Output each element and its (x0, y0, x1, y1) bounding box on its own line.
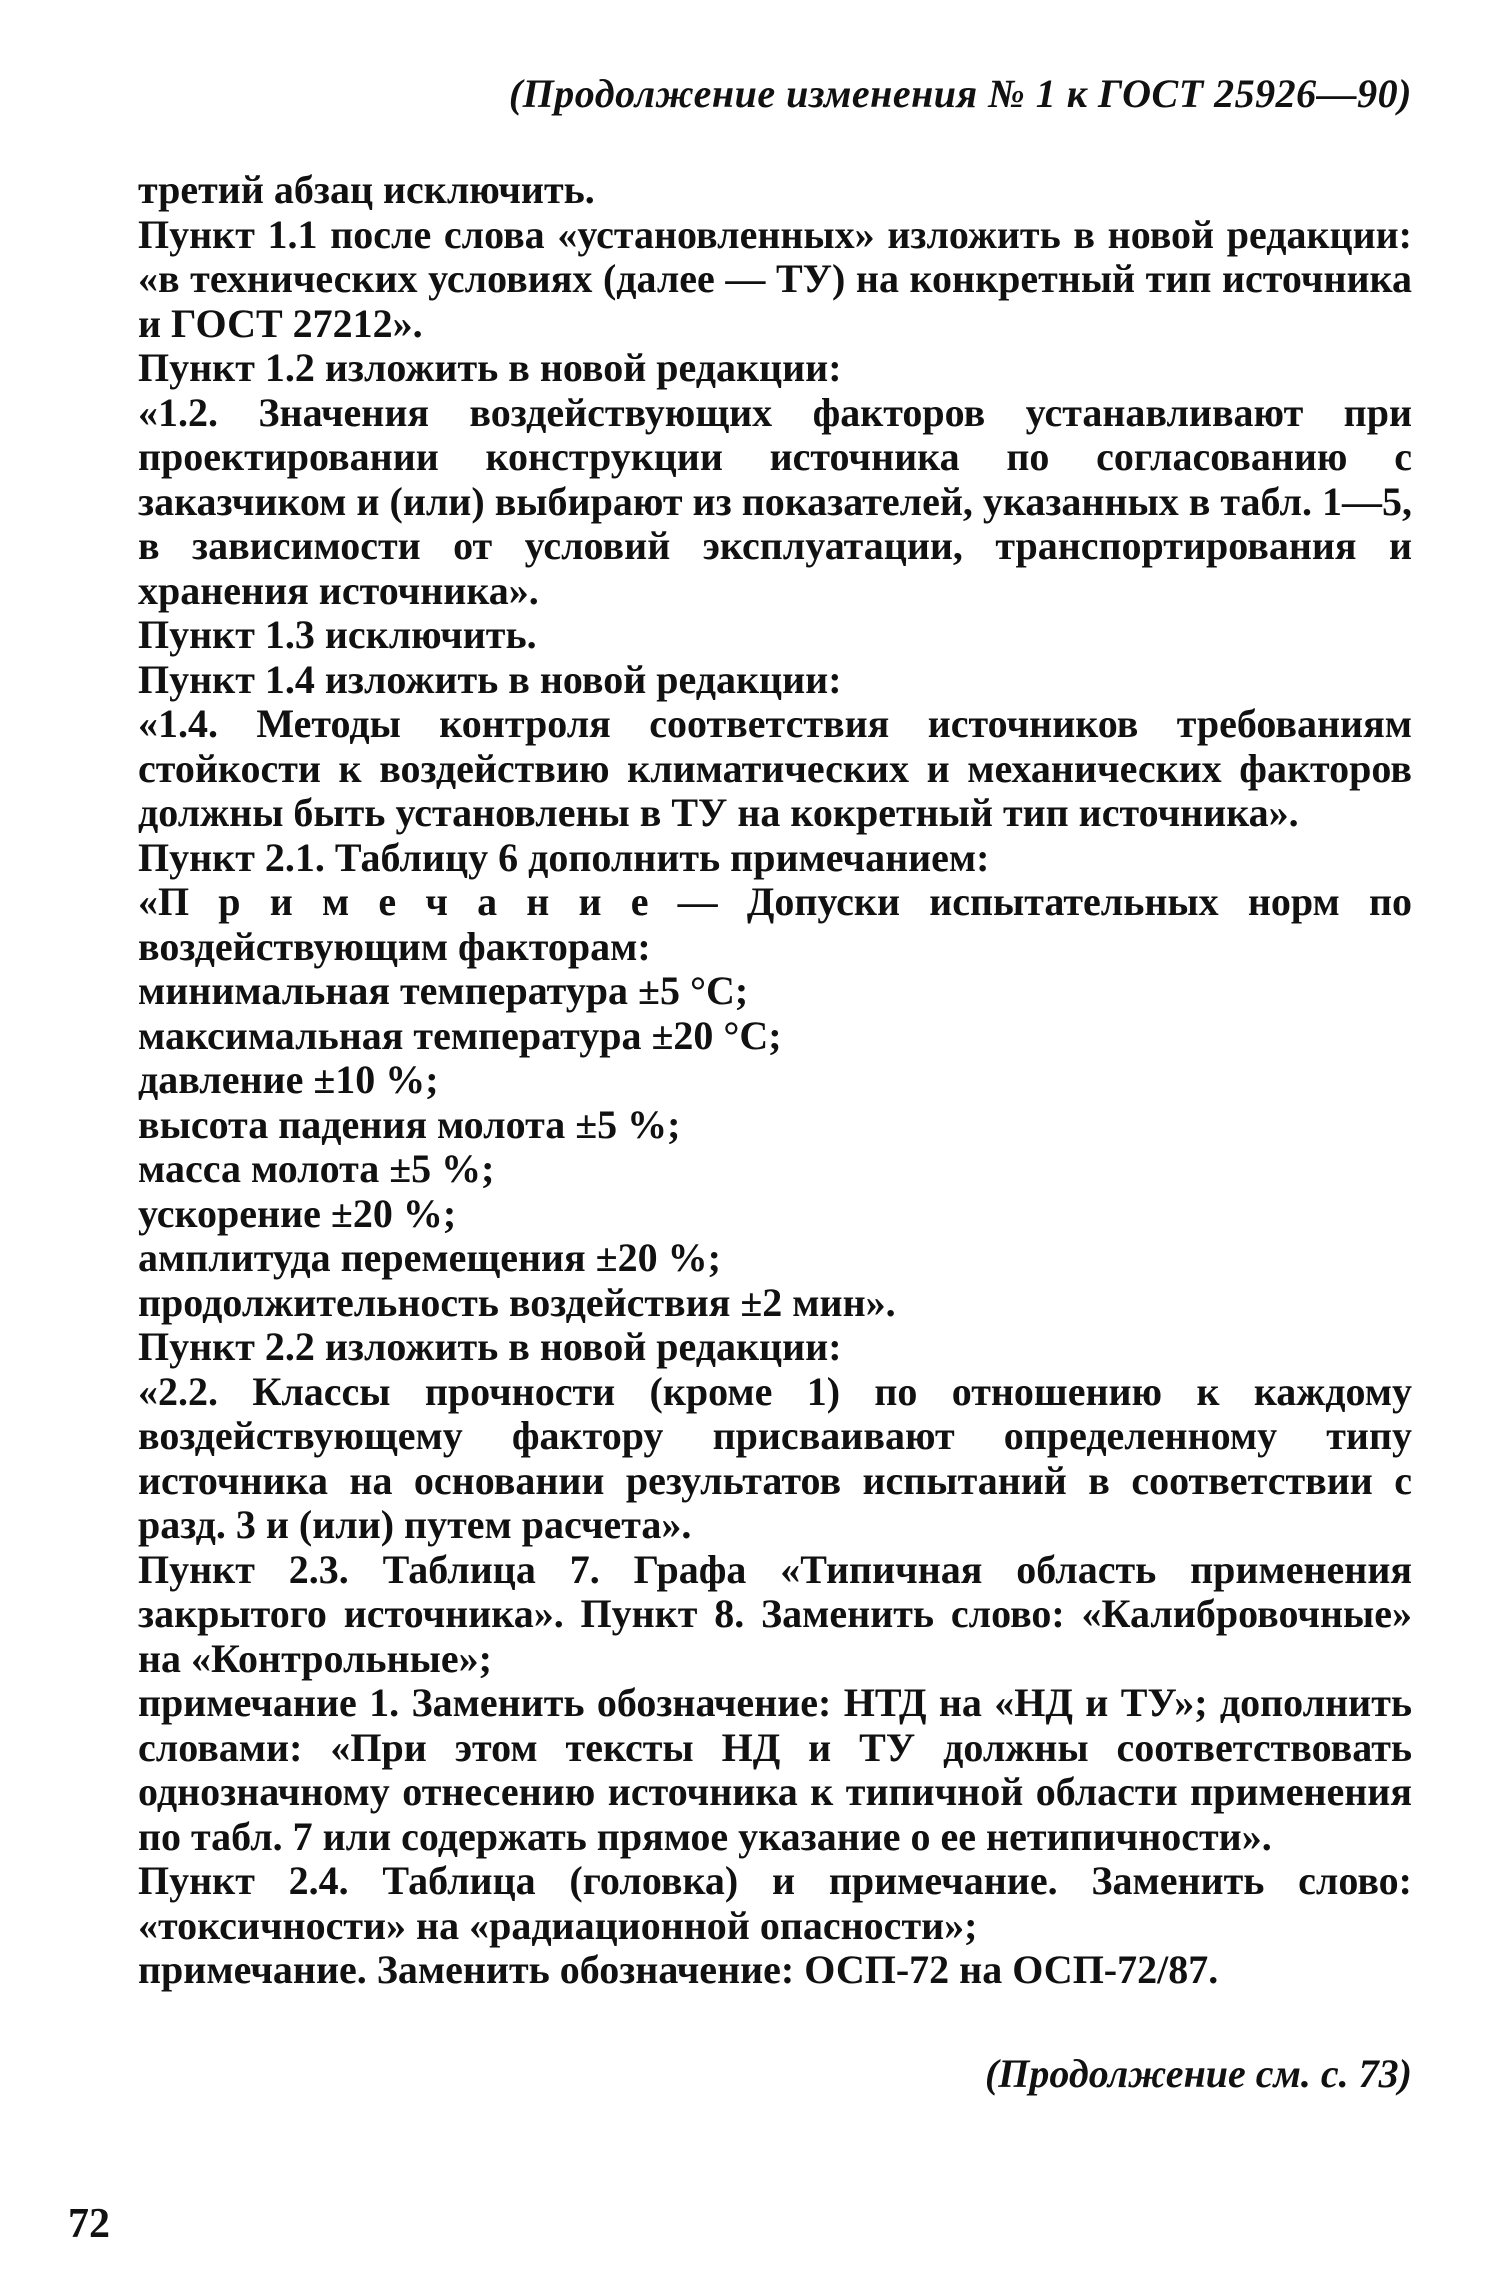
list-item: амплитуда перемещения ±20 %; (138, 1235, 721, 1280)
list-item: высота падения молота ±5 %; (138, 1101, 681, 1147)
continuation-note: (Продолжение см. с. 73) (984, 2051, 1412, 2096)
paragraph-3: «1.2. Значения воздействующих факторов устанавливают при проектировании конструкции источника по согласованию с заказчиком и (или) выбирают из показателей, указанных в табл. 1—5, в зависимости от условий эксплуатации, транспортирования и хранения источника». (138, 389, 1412, 613)
paragraph-10: «2.2. Классы прочности (кроме 1) по отношению к каждому воздействующему фактору присваивают определенному типу источника на основании результатов испытаний в соответствии с разд. 3 и (или) путем расчета». (138, 1368, 1412, 1547)
paragraph-11: Пункт 2.3. Таблица 7. Графа «Типичная область применения закрытого источника». Пункт 8. Заменить слово: «Калибровочные» на «Контрольные»; (138, 1546, 1412, 1681)
paragraph-4: Пункт 1.3 исключить. (138, 612, 537, 657)
list-item: масса молота ±5 %; (138, 1146, 495, 1191)
list-item: ускорение ±20 %; (138, 1190, 457, 1236)
list-item: максимальная температура ±20 °С; (138, 1012, 782, 1058)
paragraph-0: третий абзац исключить. (138, 167, 595, 212)
paragraph-1: Пункт 1.1 после слова «установленных» изложить в новой редакции: «в технических условиях (далее — ТУ) на конкретный тип источника и ГОСТ 27212». (138, 211, 1412, 346)
list-item: давление ±10 %; (138, 1057, 439, 1102)
list-item: минимальная температура ±5 °С; (138, 968, 749, 1013)
paragraph-2: Пункт 1.2 изложить в новой редакции: (138, 345, 842, 390)
paragraph-14: примечание. Заменить обозначение: ОСП-72 на ОСП-72/87. (138, 1947, 1219, 1992)
paragraph-6: «1.4. Методы контроля соответствия источников требованиям стойкости к воздействию климатических и механических факторов должны быть установлены в ТУ на кокретный тип источника». (138, 701, 1412, 835)
paragraph-12: примечание 1. Заменить обозначение: НТД на «НД и ТУ»; дополнить словами: «При этом тексты НД и ТУ должны соответствовать однозначному отнесению источника к типичной области применения по табл. 7 или содержать прямое указание о ее нетипичности». (138, 1680, 1412, 1859)
paragraph-5: Пункт 1.4 изложить в новой редакции: (138, 656, 842, 702)
paragraph-8 (138, 880, 1412, 969)
note-text: — Допуски испытательных норм по воздействующим факторам: (138, 879, 1413, 969)
page-header: (Продолжение изменения № 1 к ГОСТ 25926—90) (508, 71, 1412, 116)
paragraph-13: Пункт 2.4. Таблица (головка) и примечание. Заменить слово: «токсичности» на «радиационной опасности»; (138, 1858, 1412, 1948)
paragraph-7: Пункт 2.1. Таблицу 6 дополнить примечанием: (138, 834, 990, 880)
list-item: продолжительность воздействия ±2 мин». (138, 1279, 896, 1325)
paragraph-9: Пункт 2.2 изложить в новой редакции: (138, 1324, 842, 1369)
page-number: 72 (68, 2201, 110, 2247)
note-label: «П р и м е ч а н и е (138, 879, 649, 924)
body-text (138, 168, 1412, 1993)
